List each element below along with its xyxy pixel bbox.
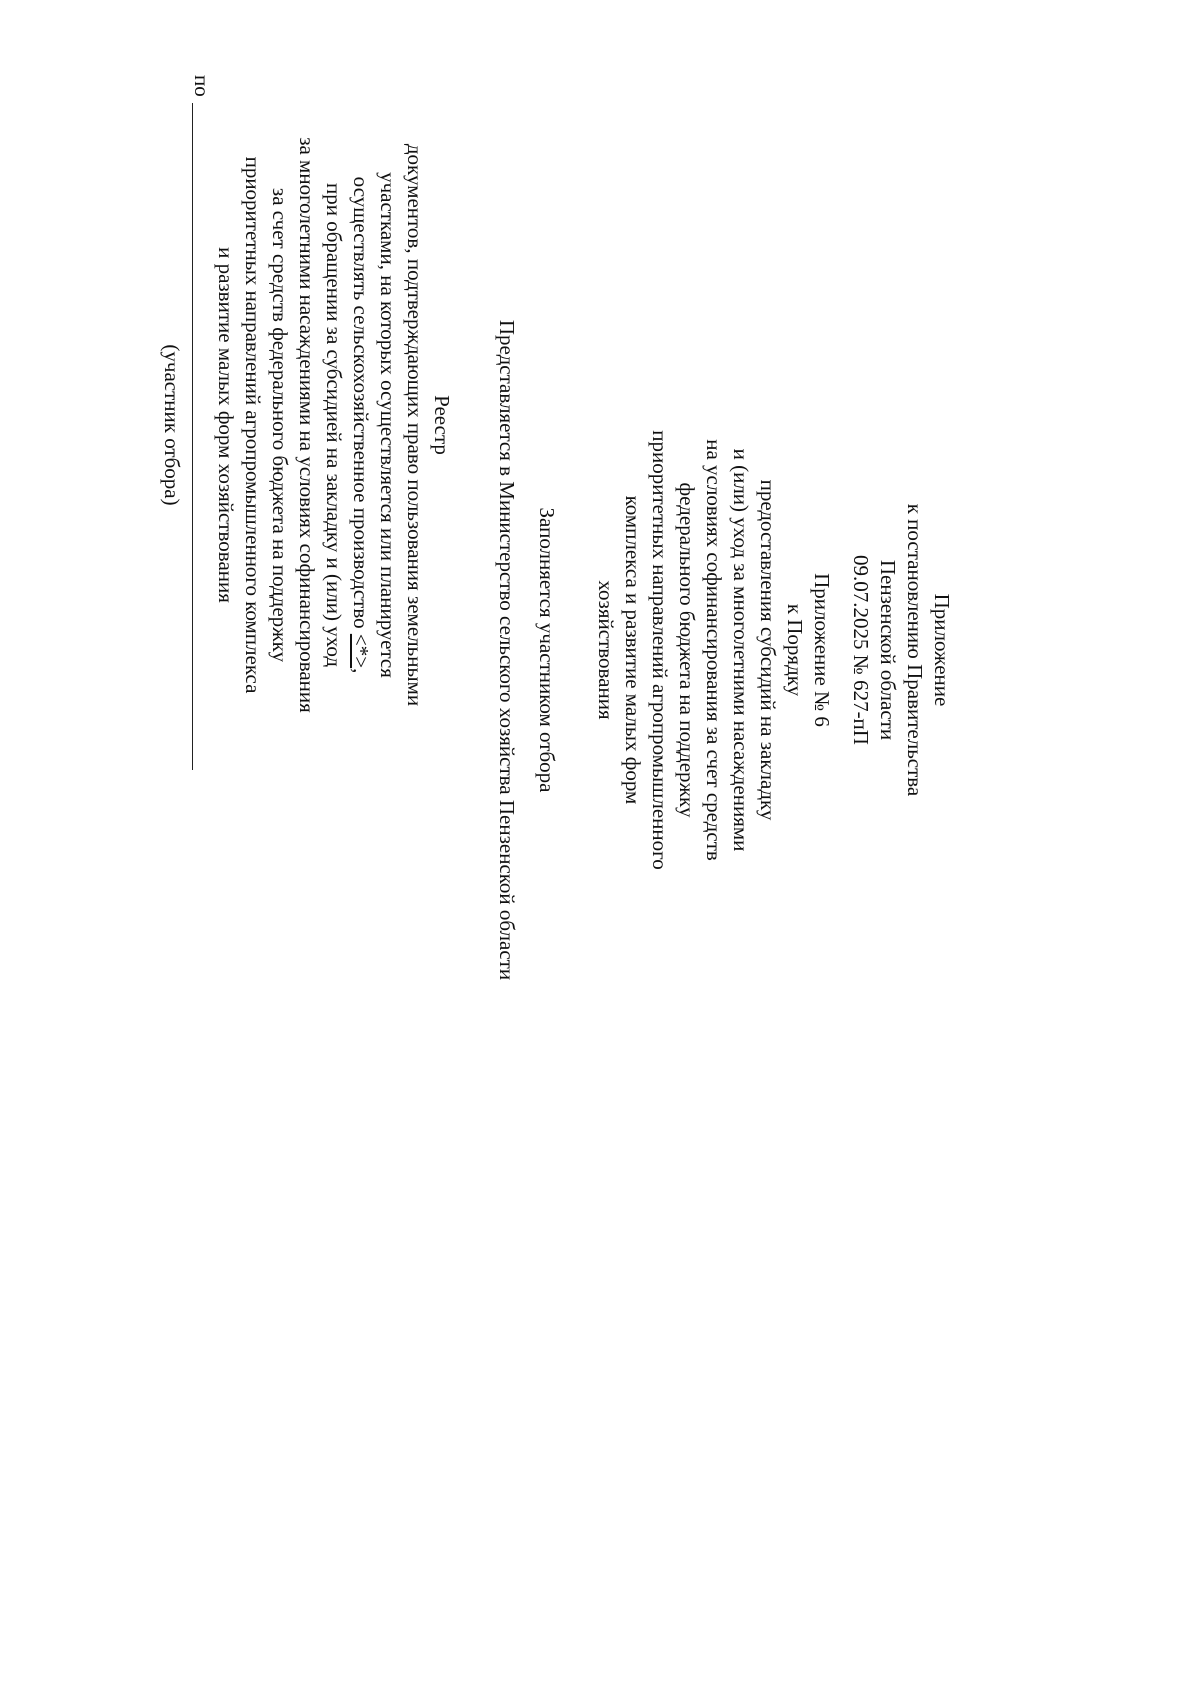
registry-line: и развитие малых форм хозяйствования (214, 247, 238, 603)
registry-block (212, 75, 455, 775)
attachment-header (592, 75, 835, 1225)
participant-prefix: по (190, 75, 214, 97)
registry-ref-text: осуществлять сельскохозяйственное производство (349, 176, 373, 629)
registry-ref-suffix: , (349, 668, 373, 674)
attachment-line: федерального бюджета на поддержку (675, 482, 699, 818)
footnote-ref-link[interactable]: <*> (349, 633, 373, 669)
submitted-to-note (493, 75, 520, 1225)
participant-caption: (участник отбора) (160, 344, 184, 506)
registry-line: при обращении за субсидией на закладку и (или) уход (322, 182, 346, 668)
participant-row (185, 75, 215, 1225)
appendix-line: к постановлению Правительства (903, 503, 927, 797)
registry-line: за счет средств федерального бюджета на поддержку (268, 187, 292, 663)
registry-line: приоритетных направлений агропромышленного комплекса (241, 156, 265, 694)
registry-line: документов, подтверждающих право пользования земельными (403, 143, 427, 707)
appendix-header (847, 75, 955, 1225)
attachment-line: предоставления субсидий на закладку (756, 479, 780, 821)
attachment-line: хозяйствования (594, 580, 618, 720)
registry-title: Реестр (430, 395, 454, 455)
attachment-line: приоритетных направлений агропромышленного (648, 430, 672, 870)
submitted-to-text: Представляется в Министерство сельского хозяйства Пензенской области (495, 319, 519, 981)
participant-underline (192, 103, 193, 770)
filled-by-text: Заполняется участником отбора (535, 507, 559, 793)
registry-ref-line (347, 75, 374, 775)
attachment-line: и (или) уход за многолетними насаждениями (729, 448, 753, 852)
appendix-line: Пензенской области (876, 559, 900, 741)
registry-line: участками, на которых осуществляется или планируется (376, 172, 400, 678)
rotated-document-page (135, 75, 955, 1225)
attachment-line: комплекса и развитие малых форм (621, 495, 645, 805)
registry-line: за многолетними насаждениями на условиях софинансирования (295, 137, 319, 713)
filled-by-note (533, 75, 560, 1225)
appendix-line: 09.07.2025 № 627-пП (849, 555, 873, 745)
attachment-line: на условиях софинансирования за счет средств (702, 439, 726, 861)
attachment-line: к Порядку (783, 603, 807, 697)
attachment-line: Приложение № 6 (810, 573, 834, 727)
appendix-line: Приложение (930, 593, 954, 707)
